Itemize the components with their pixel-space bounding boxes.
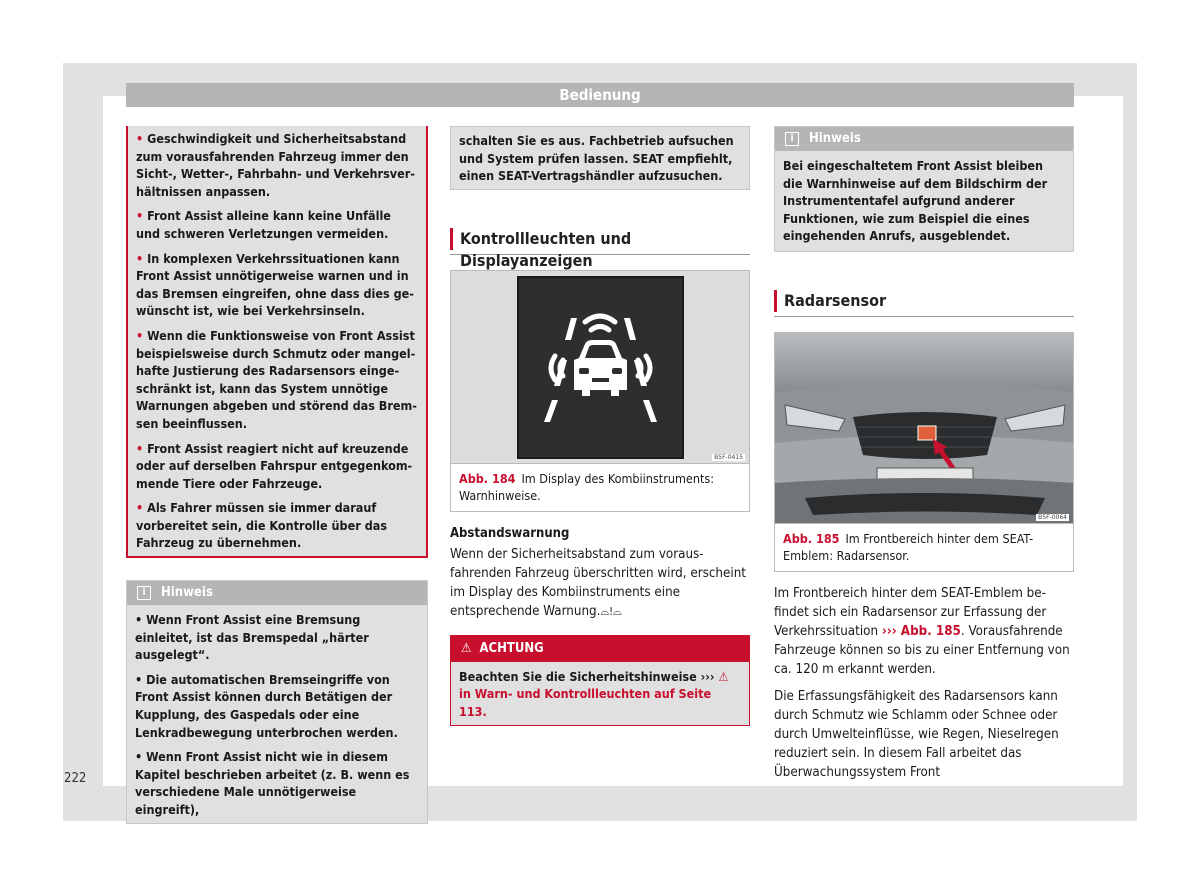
note-item: • Wenn Front Assist eine Bremsung einleitet, ist das Bremspedal „härter ausgelegt“. [135,612,369,663]
subheading: Abstandswarnung [450,525,570,541]
figure-label: Abb. 185 [783,530,840,546]
note-box [774,126,1074,252]
note-header [127,581,427,605]
figure-185 [774,332,1074,572]
figure-caption: Abb. 185 Im Frontbereich hinter dem SEAT-Emblem: Radarsensor. [775,523,1073,571]
section-heading [450,228,750,270]
distance-warning-symbol: ⌓!⌓ [600,604,622,618]
warning-item: • Front Assist alleine kann keine Unfälle und schweren Verletzungen vermeiden. [136,208,391,241]
achtung-header: ⚠ ACHTUNG [451,636,749,662]
info-icon: i [137,586,151,600]
body-paragraph: Wenn der Sicherheitsabstand zum vorausfahrenden Fahrzeug überschritten wird, erscheint im Display des Kombiinstruments eine entsprechende Warnung.⌓!⌓ [450,546,746,619]
warning-item: • Geschwindigkeit und Sicherheitsabstand zum vorausfahrenden Fahrzeug immer den Sicht-, Wetter-, Fahrbahn- und Verkehrsverhältnissen anpassen. [136,131,415,199]
figure-code: B5F-0064 [1038,513,1067,521]
achtung-link[interactable]: in Warn- und Kontrollleuchten auf Seite 113. [459,686,712,719]
note-continuation-box: schalten Sie es aus. Fachbetrieb aufsuchen und System prüfen lassen. SEAT empfiehlt, einen SEAT-Vertragshändler aufzusuchen. [450,126,750,190]
section-heading [774,290,1074,317]
note-item: • Wenn Front Assist nicht wie in diesem Kapitel beschrieben arbeitet (z. B. wenn es verschiedene Male unnötigerweise eingreift), [135,749,410,817]
figure-image [451,271,749,463]
note-box [126,580,428,824]
warning-continuation-box [126,126,428,558]
section-title: Kontrollleuchten und Displayanzeigen [450,228,750,250]
distance-warning-icon [519,278,682,457]
note-body [127,605,427,823]
display-screen [517,276,684,459]
warning-item: • Wenn die Funktionsweise von Front Assist beispielsweise durch Schmutz oder mangelhafte Justierung des Radarsensors eingeschränkt ist, kann das System unnötige Warnungen abgeben und störend das Bremsen beeinflussen. [136,327,417,431]
page-number: 222 [64,771,87,786]
note-item: • Die automatischen Bremseingriffe von Front Assist können durch Betätigen der Kupplung, des Gaspedals oder eine Lenkradbewegung unterbrochen werden. [135,671,398,740]
warning-item: • Als Fahrer müssen sie immer darauf vorbereitet sein, die Kontrolle über das Fahrzeug zu übernehmen. [136,500,388,551]
figure-caption: Abb. 184 Im Display des Kombiinstruments: Warnhinweise. [451,463,749,511]
note-title: Hinweis [809,131,861,146]
page-header: Bedienung [126,83,1074,107]
achtung-box [450,635,750,726]
note-text: Bei eingeschaltetem Front Assist bleiben die Warnhinweise auf dem Bildschirm der Instrumententafel aufgrund anderer Funktionen, wie zum Beispiel die eines eingehenden Anrufs, ausgeblendet. [783,158,1048,244]
figure-label: Abb. 184 [459,470,516,486]
warning-item: • Front Assist reagiert nicht auf kreuzende oder auf derselben Fahrspur entgegenkommende Tiere oder Fahrzeuge. [136,440,413,491]
figure-reference-link[interactable]: ››› Abb. 185 [881,623,961,639]
car-front-photo [775,333,1073,523]
figure-code: B5F-0415 [714,453,743,461]
body-paragraph: Die Erfassungsfähigkeit des Radarsensors kann durch Schmutz wie Schlamm oder Schnee oder durch Umwelteinflüsse, wie Regen, Nieselregen reduziert sein. In diesem Fall arbeitet das Überwachungssystem Front [774,688,1059,780]
note-header [775,127,1073,151]
figure-image [775,333,1073,523]
column-right [774,126,1074,782]
warning-item: • In komplexen Verkehrssituationen kann Front Assist unnötigerweise warnen und in das Bremsen eingreifen, ohne dass dies gewünscht ist, wie bei Verkehrsinseln. [136,250,414,319]
body-paragraph: Im Frontbereich hinter dem SEAT-Emblem befindet sich ein Radarsensor zur Erfassung der Verkehrssituation ››› Abb. 185. Vorausfahrende Fahrzeuge können so bis zu einer Entfernung von ca. 120 m erkannt werden. [774,585,1070,677]
achtung-body: Beachten Sie die Sicherheitshinweise ››› ⚠ in Warn- und Kontrollleuchten auf Seite 113. [459,668,729,719]
column-middle [450,126,750,726]
info-icon: i [785,132,799,146]
note-body [775,151,1073,251]
column-left [126,126,428,824]
figure-184 [450,270,750,512]
note-title: Hinweis [161,585,213,601]
warning-triangle-icon: ⚠ [714,668,729,684]
warning-triangle-icon: ⚠ [461,640,472,656]
section-title: Radarsensor [774,290,1074,312]
